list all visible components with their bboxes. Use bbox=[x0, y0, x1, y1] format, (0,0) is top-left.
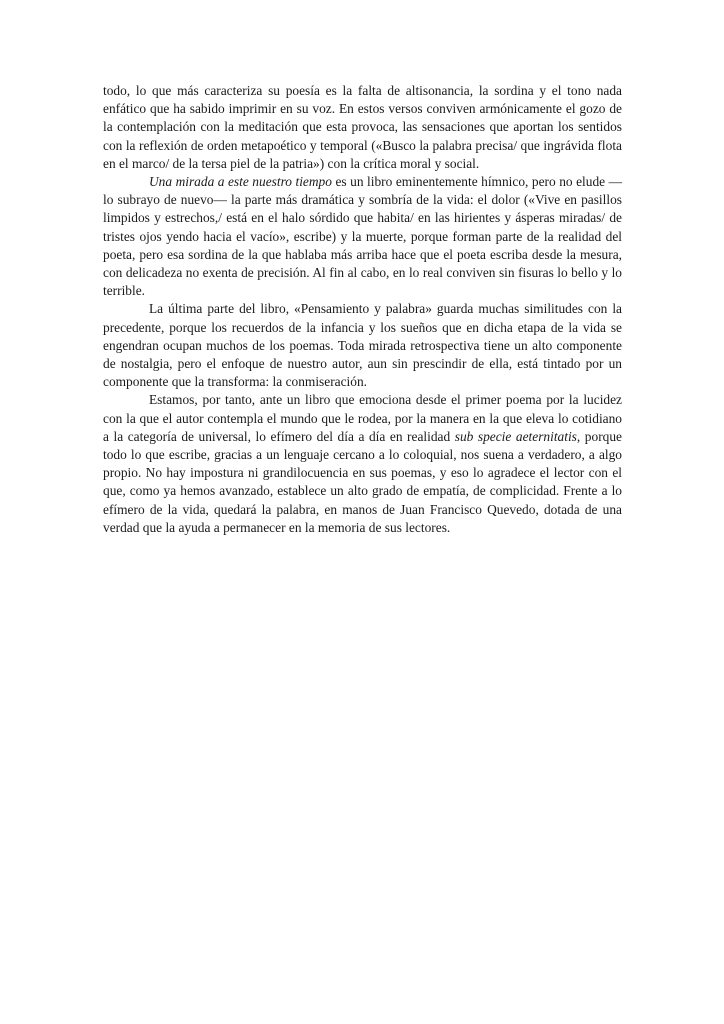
paragraph-4-text-before: Estamos, por tanto, ante un libro que emociona desde el primer poema por la lucidez con la que el autor contempla el mundo que le rodea, por la manera en la que eleva lo cotidiano a la categoría de universal, lo efímero del día a día en realidad bbox=[103, 392, 622, 444]
paragraph-2-text: es un libro eminentemente hímnico, pero no elude —lo subrayo de nuevo— la parte más dramática y sombría de la vida: el dolor («Vive en pasillos limpidos y estrechos,/ está en el halo sórdido que habita/ en las hirientes y ásperas miradas/ de tristes ojos yendo hacia el vacío», escribe) y la muerte, porque forman parte de la realidad del poeta, pero esa sordina de la que hablaba más arriba hace que el poeta escriba desde la mesura, con delicadeza no exenta de precisión. Al fin al cabo, en lo real conviven sin fisuras lo bello y lo terrible. bbox=[103, 174, 622, 299]
paragraph-1 bbox=[103, 82, 622, 173]
body-text bbox=[103, 82, 622, 537]
paragraph-2 bbox=[103, 173, 622, 300]
paragraph-3-text: La última parte del libro, «Pensamiento y palabra» guarda muchas similitudes con la precedente, porque los recuerdos de la infancia y los sueños que en dicha etapa de la vida se engendran ocupan muchos de los poemas. Toda mirada retrospectiva tiene un alto componente de nostalgia, pero el enfoque de nuestro autor, aun sin prescindir de ella, está tintado por un componente que la transforma: la conmiseración. bbox=[103, 301, 622, 390]
paragraph-4-text-after: , porque todo lo que escribe, gracias a un lenguaje cercano a lo coloquial, nos suena a verdadero, a algo propio. No hay impostura ni grandilocuencia en sus poemas, y eso lo agradece el lector con el que, como ya hemos avanzado, establece un alto grado de empatía, de complicidad. Frente a lo efímero de la vida, quedará la palabra, en manos de Juan Francisco Quevedo, dotada de una verdad que la ayuda a permanecer en la memoria de sus lectores. bbox=[103, 428, 622, 535]
paragraph-1-text: todo, lo que más caracteriza su poesía es la falta de altisonancia, la sordina y el tono nada enfático que ha sabido imprimir en su voz. En estos versos conviven armónicamente el gozo de la contemplación con la meditación que esta provoca, las sensaciones que aportan los sentidos con la reflexión de orden metapoético y temporal («Busco la palabra precisa/ que ingrávida flota en el marco/ de la tersa piel de la patria») con la crítica moral y social. bbox=[103, 83, 622, 171]
paragraph-4 bbox=[103, 391, 622, 537]
book-title-italic: Una mirada a este nuestro tiempo bbox=[149, 174, 332, 190]
latin-phrase-italic: sub specie aeternitatis bbox=[454, 428, 577, 444]
paragraph-3 bbox=[103, 300, 622, 391]
